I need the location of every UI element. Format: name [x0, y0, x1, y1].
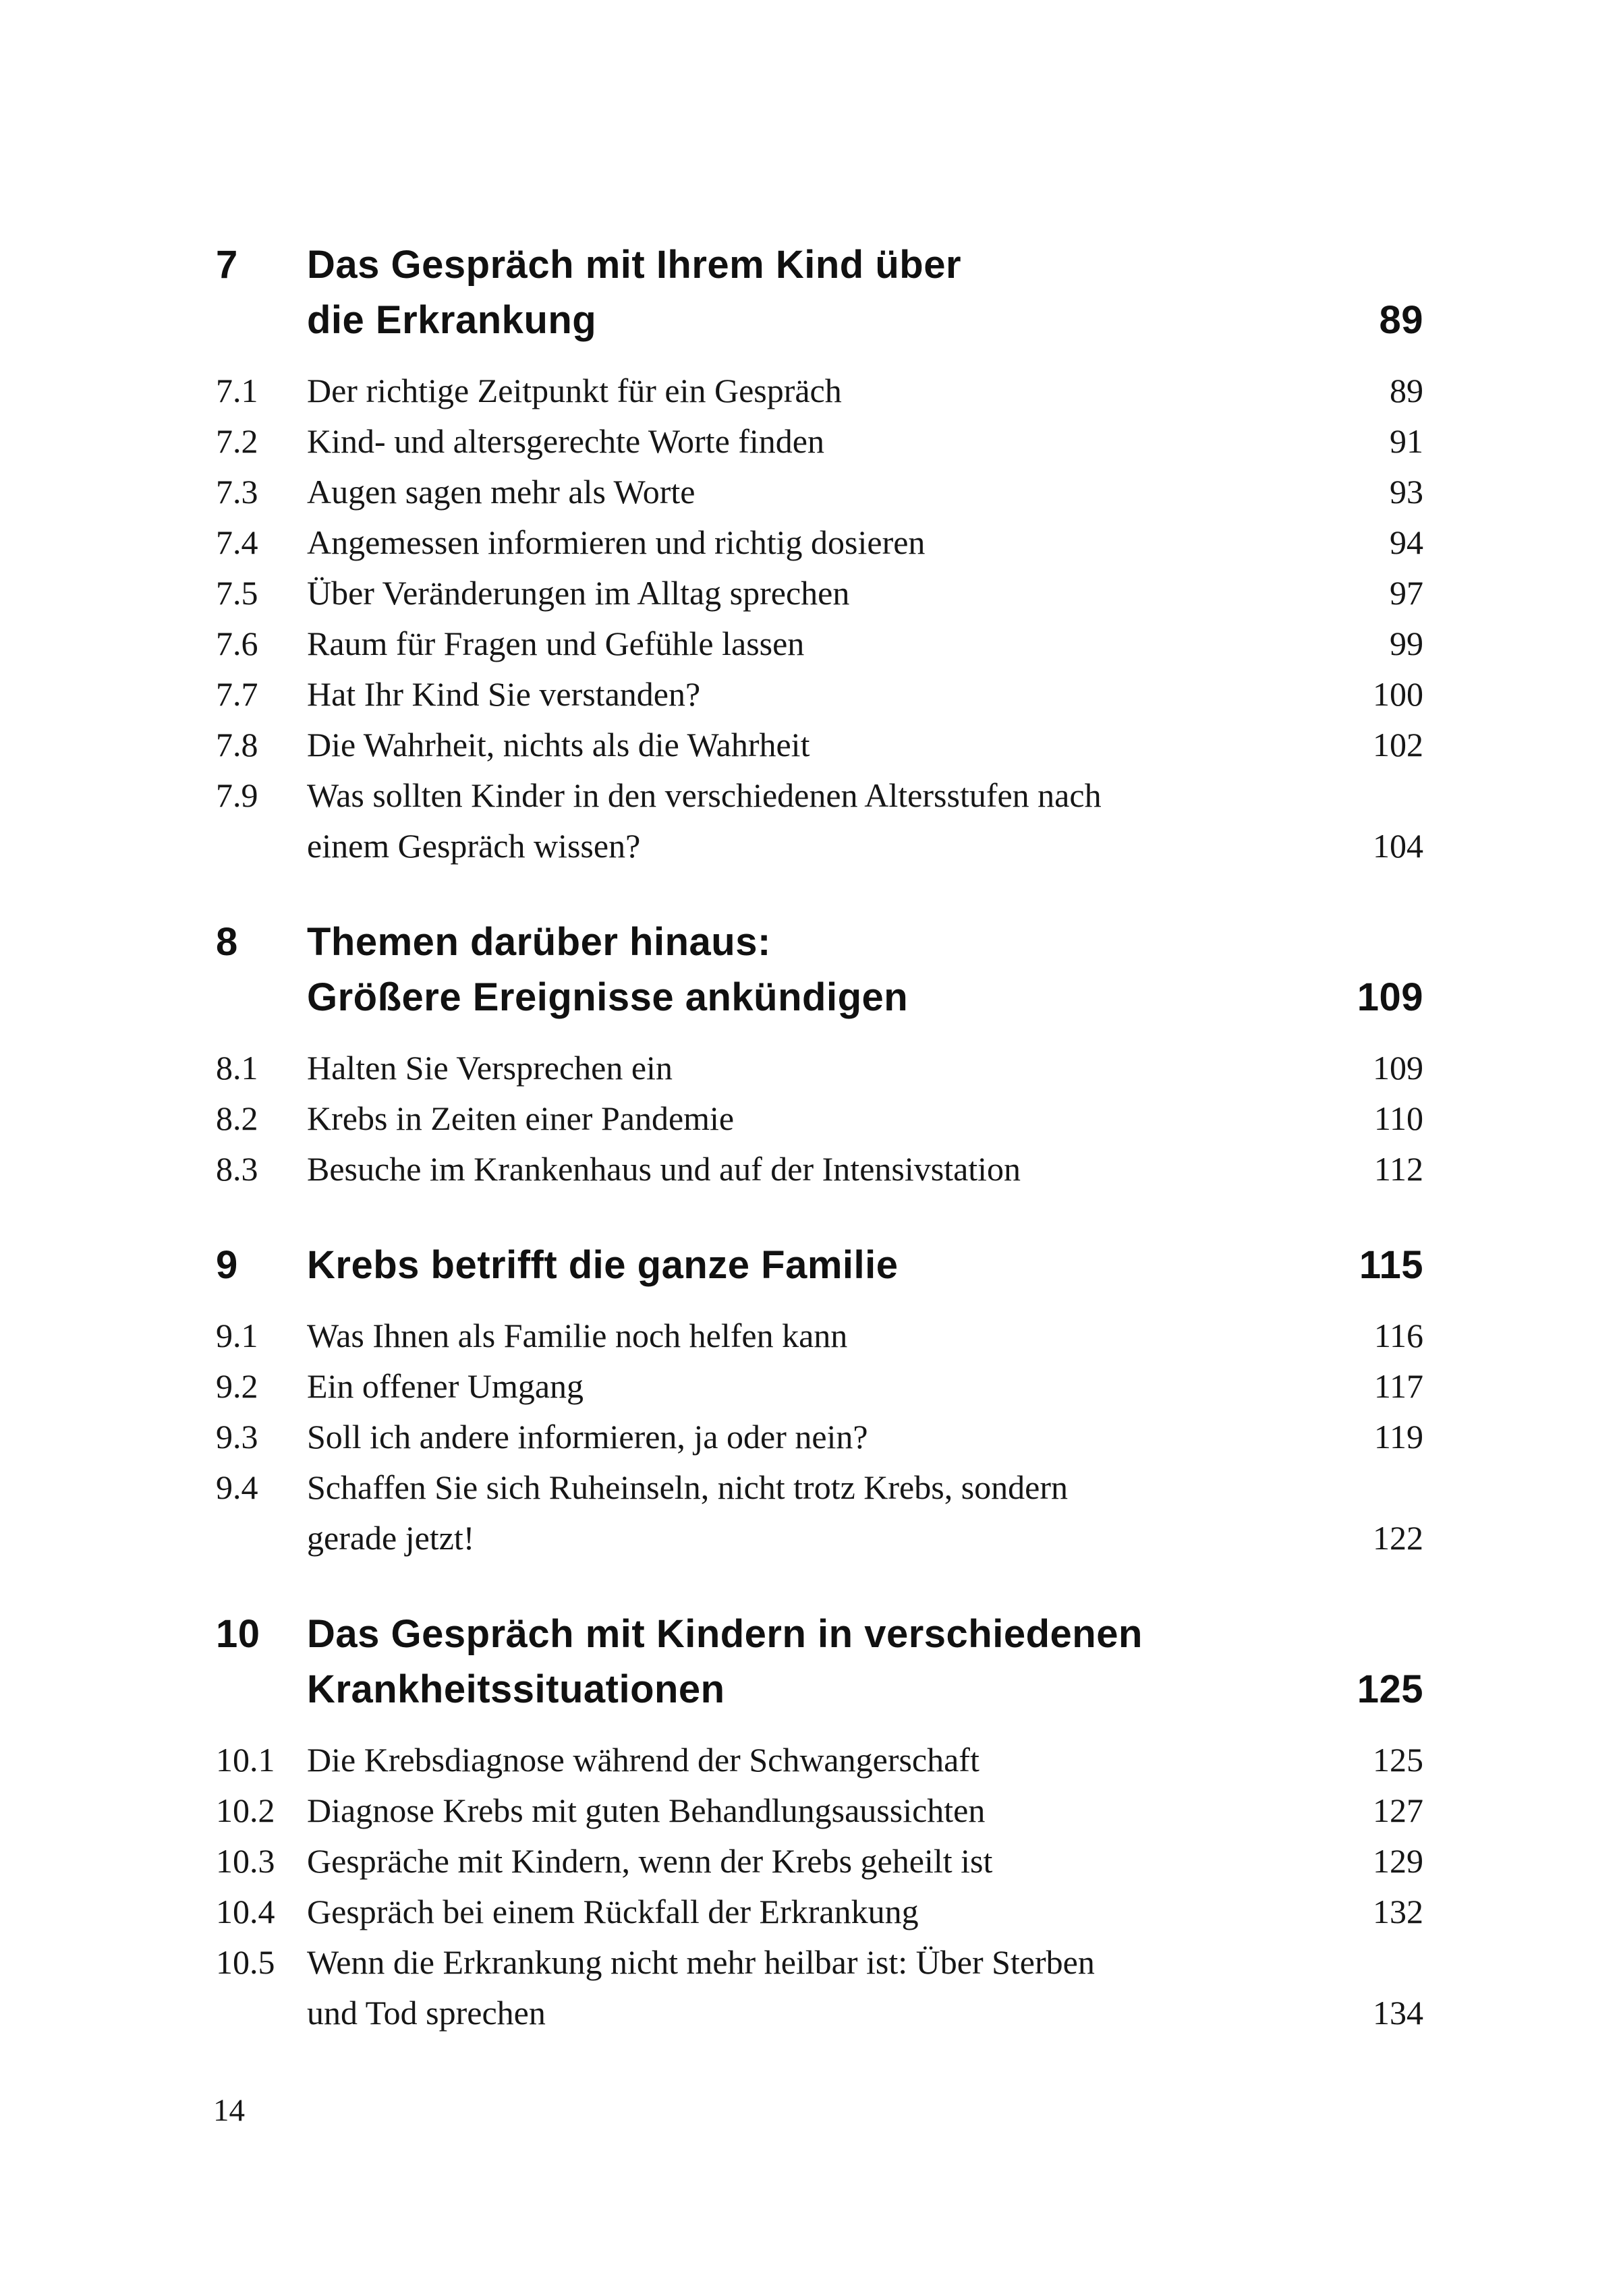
- chapter-section-8: [216, 915, 1423, 1195]
- entry-title: [307, 517, 1373, 568]
- entry-title: [307, 1412, 1358, 1462]
- entry-page-number: 116: [1373, 1317, 1423, 1354]
- chapter-page-number: 125: [1357, 1667, 1423, 1711]
- entry-page-number: 102: [1373, 726, 1423, 764]
- entry-page-number: 125: [1373, 1741, 1423, 1779]
- toc-content: [216, 237, 1423, 2038]
- entry-number: 10.4: [216, 1893, 275, 1930]
- toc-entry: [216, 1937, 1423, 2038]
- toc-entry: [216, 1144, 1423, 1195]
- entry-title-line: Halten Sie Versprechen ein: [307, 1049, 673, 1087]
- chapter-number: 10: [216, 1612, 260, 1656]
- entry-number: 7.6: [216, 625, 258, 662]
- chapter-heading: [216, 237, 1423, 348]
- chapter-number: 7: [216, 243, 238, 287]
- entry-title-line: Wenn die Erkrankung nicht mehr heilbar ist: Über Sterben: [307, 1943, 1095, 1981]
- entry-title: [307, 619, 1373, 669]
- toc-entry: [216, 619, 1423, 669]
- toc-entry: [216, 366, 1423, 416]
- entry-page-number: 127: [1373, 1791, 1423, 1829]
- chapter-heading: [216, 1238, 1423, 1293]
- entry-title-line: Augen sagen mehr als Worte: [307, 473, 695, 511]
- chapter-page-number: 109: [1357, 975, 1423, 1019]
- entry-number: 10.3: [216, 1842, 275, 1880]
- entry-title-line: und Tod sprechen: [307, 1994, 546, 2032]
- entry-page-number: 109: [1373, 1049, 1423, 1087]
- chapter-section-9: [216, 1238, 1423, 1563]
- entry-title: [307, 1093, 1358, 1144]
- toc-entry: [216, 467, 1423, 517]
- toc-entry: [216, 1836, 1423, 1887]
- footer-page-number: 14: [213, 2093, 245, 2128]
- entry-title-line: Ein offener Umgang: [307, 1367, 584, 1405]
- entry-title: [307, 1462, 1357, 1563]
- entry-title-line: Der richtige Zeitpunkt für ein Gespräch: [307, 372, 842, 409]
- entry-title: [307, 467, 1373, 517]
- chapter-heading: [216, 1607, 1423, 1717]
- entry-title-line: gerade jetzt!: [307, 1519, 475, 1557]
- entry-page-number: 99: [1390, 625, 1423, 662]
- entry-page-number: 110: [1373, 1099, 1423, 1137]
- entry-number: 9.4: [216, 1468, 258, 1506]
- entry-title: [307, 1836, 1357, 1887]
- entry-number: 9.2: [216, 1367, 258, 1405]
- entry-page-number: 93: [1390, 473, 1423, 511]
- entry-number: 8.2: [216, 1099, 258, 1137]
- entry-title: [307, 366, 1373, 416]
- chapter-title: [307, 1607, 1341, 1717]
- chapter-heading: [216, 915, 1423, 1025]
- entry-title-line: Gespräch bei einem Rückfall der Erkrankung: [307, 1893, 919, 1930]
- chapter-number: 8: [216, 920, 238, 964]
- toc-entry: [216, 1361, 1423, 1412]
- entry-page-number: 132: [1373, 1893, 1423, 1930]
- toc-entry: [216, 1735, 1423, 1785]
- toc-entry: [216, 1093, 1423, 1144]
- chapter-entries: [216, 1311, 1423, 1563]
- entry-page-number: 89: [1390, 372, 1423, 409]
- toc-entry: [216, 669, 1423, 720]
- entry-number: 10.1: [216, 1741, 275, 1779]
- entry-title: [307, 416, 1373, 467]
- chapter-title-line: die Erkrankung: [307, 298, 597, 342]
- toc-entry: [216, 1043, 1423, 1093]
- entry-title-line: Gespräche mit Kindern, wenn der Krebs geheilt ist: [307, 1842, 993, 1880]
- entry-number: 7.5: [216, 574, 258, 612]
- entry-title-line: Schaffen Sie sich Ruheinseln, nicht trotz Krebs, sondern: [307, 1468, 1069, 1506]
- entry-number: 7.7: [216, 675, 258, 713]
- entry-number: 7.2: [216, 422, 258, 460]
- chapter-entries: [216, 1043, 1423, 1195]
- entry-number: 7.4: [216, 523, 258, 561]
- entry-number: 10.5: [216, 1943, 275, 1981]
- entry-title: [307, 568, 1373, 619]
- toc-entry: [216, 416, 1423, 467]
- entry-page-number: 100: [1373, 675, 1423, 713]
- entry-title-line: Die Wahrheit, nichts als die Wahrheit: [307, 726, 810, 764]
- entry-page-number: 134: [1373, 1994, 1423, 2032]
- chapter-title-line: Krankheitssituationen: [307, 1667, 725, 1711]
- entry-title: [307, 1311, 1358, 1361]
- entry-title-line: Diagnose Krebs mit guten Behandlungsaussichten: [307, 1791, 986, 1829]
- entry-title-line: Die Krebsdiagnose während der Schwangerschaft: [307, 1741, 979, 1779]
- entry-title-line: Über Veränderungen im Alltag sprechen: [307, 574, 850, 612]
- entry-page-number: 117: [1373, 1367, 1423, 1405]
- entry-title-line: Krebs in Zeiten einer Pandemie: [307, 1099, 735, 1137]
- chapter-title: [307, 237, 1363, 348]
- entry-number: 10.2: [216, 1791, 275, 1829]
- chapter-entries: [216, 1735, 1423, 2038]
- entry-title: [307, 770, 1357, 871]
- entry-title: [307, 1043, 1357, 1093]
- chapter-number: 9: [216, 1243, 238, 1287]
- entry-title-line: Was sollten Kinder in den verschiedenen Altersstufen nach: [307, 776, 1102, 814]
- entry-number: 9.3: [216, 1418, 258, 1456]
- entry-number: 7.8: [216, 726, 258, 764]
- entry-title: [307, 1937, 1357, 2038]
- entry-title-line: Was Ihnen als Familie noch helfen kann: [307, 1317, 848, 1354]
- toc-entry: [216, 770, 1423, 871]
- entry-page-number: 122: [1373, 1519, 1423, 1557]
- entry-title: [307, 720, 1357, 770]
- entry-title-line: Hat Ihr Kind Sie verstanden?: [307, 675, 701, 713]
- toc-entry: [216, 1412, 1423, 1462]
- entry-number: 7.3: [216, 473, 258, 511]
- entry-page-number: 94: [1390, 523, 1423, 561]
- toc-entry: [216, 1311, 1423, 1361]
- entry-page-number: 91: [1390, 422, 1423, 460]
- entry-page-number: 112: [1373, 1150, 1423, 1188]
- chapter-title-line: Größere Ereignisse ankündigen: [307, 975, 909, 1019]
- entry-title-line: Besuche im Krankenhaus und auf der Intensivstation: [307, 1150, 1021, 1188]
- toc-entry: [216, 720, 1423, 770]
- toc-entry: [216, 1462, 1423, 1563]
- entry-page-number: 104: [1373, 827, 1423, 865]
- toc-entry: [216, 1785, 1423, 1836]
- entry-title: [307, 1785, 1357, 1836]
- entry-number: 7.1: [216, 372, 258, 409]
- entry-page-number: 97: [1390, 574, 1423, 612]
- chapter-page-number: 89: [1379, 298, 1423, 342]
- entry-title-line: Kind- und altersgerechte Worte finden: [307, 422, 824, 460]
- entry-number: 7.9: [216, 776, 258, 814]
- entry-page-number: 129: [1373, 1842, 1423, 1880]
- entry-title-line: Soll ich andere informieren, ja oder nein?: [307, 1418, 868, 1456]
- chapter-title-line: Krebs betrifft die ganze Familie: [307, 1243, 899, 1287]
- toc-entry: [216, 517, 1423, 568]
- entry-page-number: 119: [1373, 1418, 1423, 1456]
- toc-entry: [216, 1887, 1423, 1937]
- chapter-section-7: [216, 237, 1423, 871]
- entry-number: 8.3: [216, 1150, 258, 1188]
- chapter-title-line: Das Gespräch mit Ihrem Kind über: [307, 243, 962, 287]
- entry-number: 8.1: [216, 1049, 258, 1087]
- chapter-entries: [216, 366, 1423, 871]
- chapter-page-number: 115: [1359, 1243, 1423, 1287]
- chapter-title: [307, 1238, 1343, 1293]
- entry-title-line: Raum für Fragen und Gefühle lassen: [307, 625, 805, 662]
- entry-title: [307, 1361, 1358, 1412]
- entry-title-line: einem Gespräch wissen?: [307, 827, 641, 865]
- entry-title: [307, 669, 1357, 720]
- entry-number: 9.1: [216, 1317, 258, 1354]
- toc-entry: [216, 568, 1423, 619]
- entry-title: [307, 1144, 1358, 1195]
- entry-title-line: Angemessen informieren und richtig dosieren: [307, 523, 926, 561]
- chapter-section-10: [216, 1607, 1423, 2038]
- chapter-title: [307, 915, 1341, 1025]
- chapter-title-line: Themen darüber hinaus:: [307, 920, 771, 964]
- entry-title: [307, 1887, 1357, 1937]
- entry-title: [307, 1735, 1357, 1785]
- chapter-title-line: Das Gespräch mit Kindern in verschiedenen: [307, 1612, 1143, 1656]
